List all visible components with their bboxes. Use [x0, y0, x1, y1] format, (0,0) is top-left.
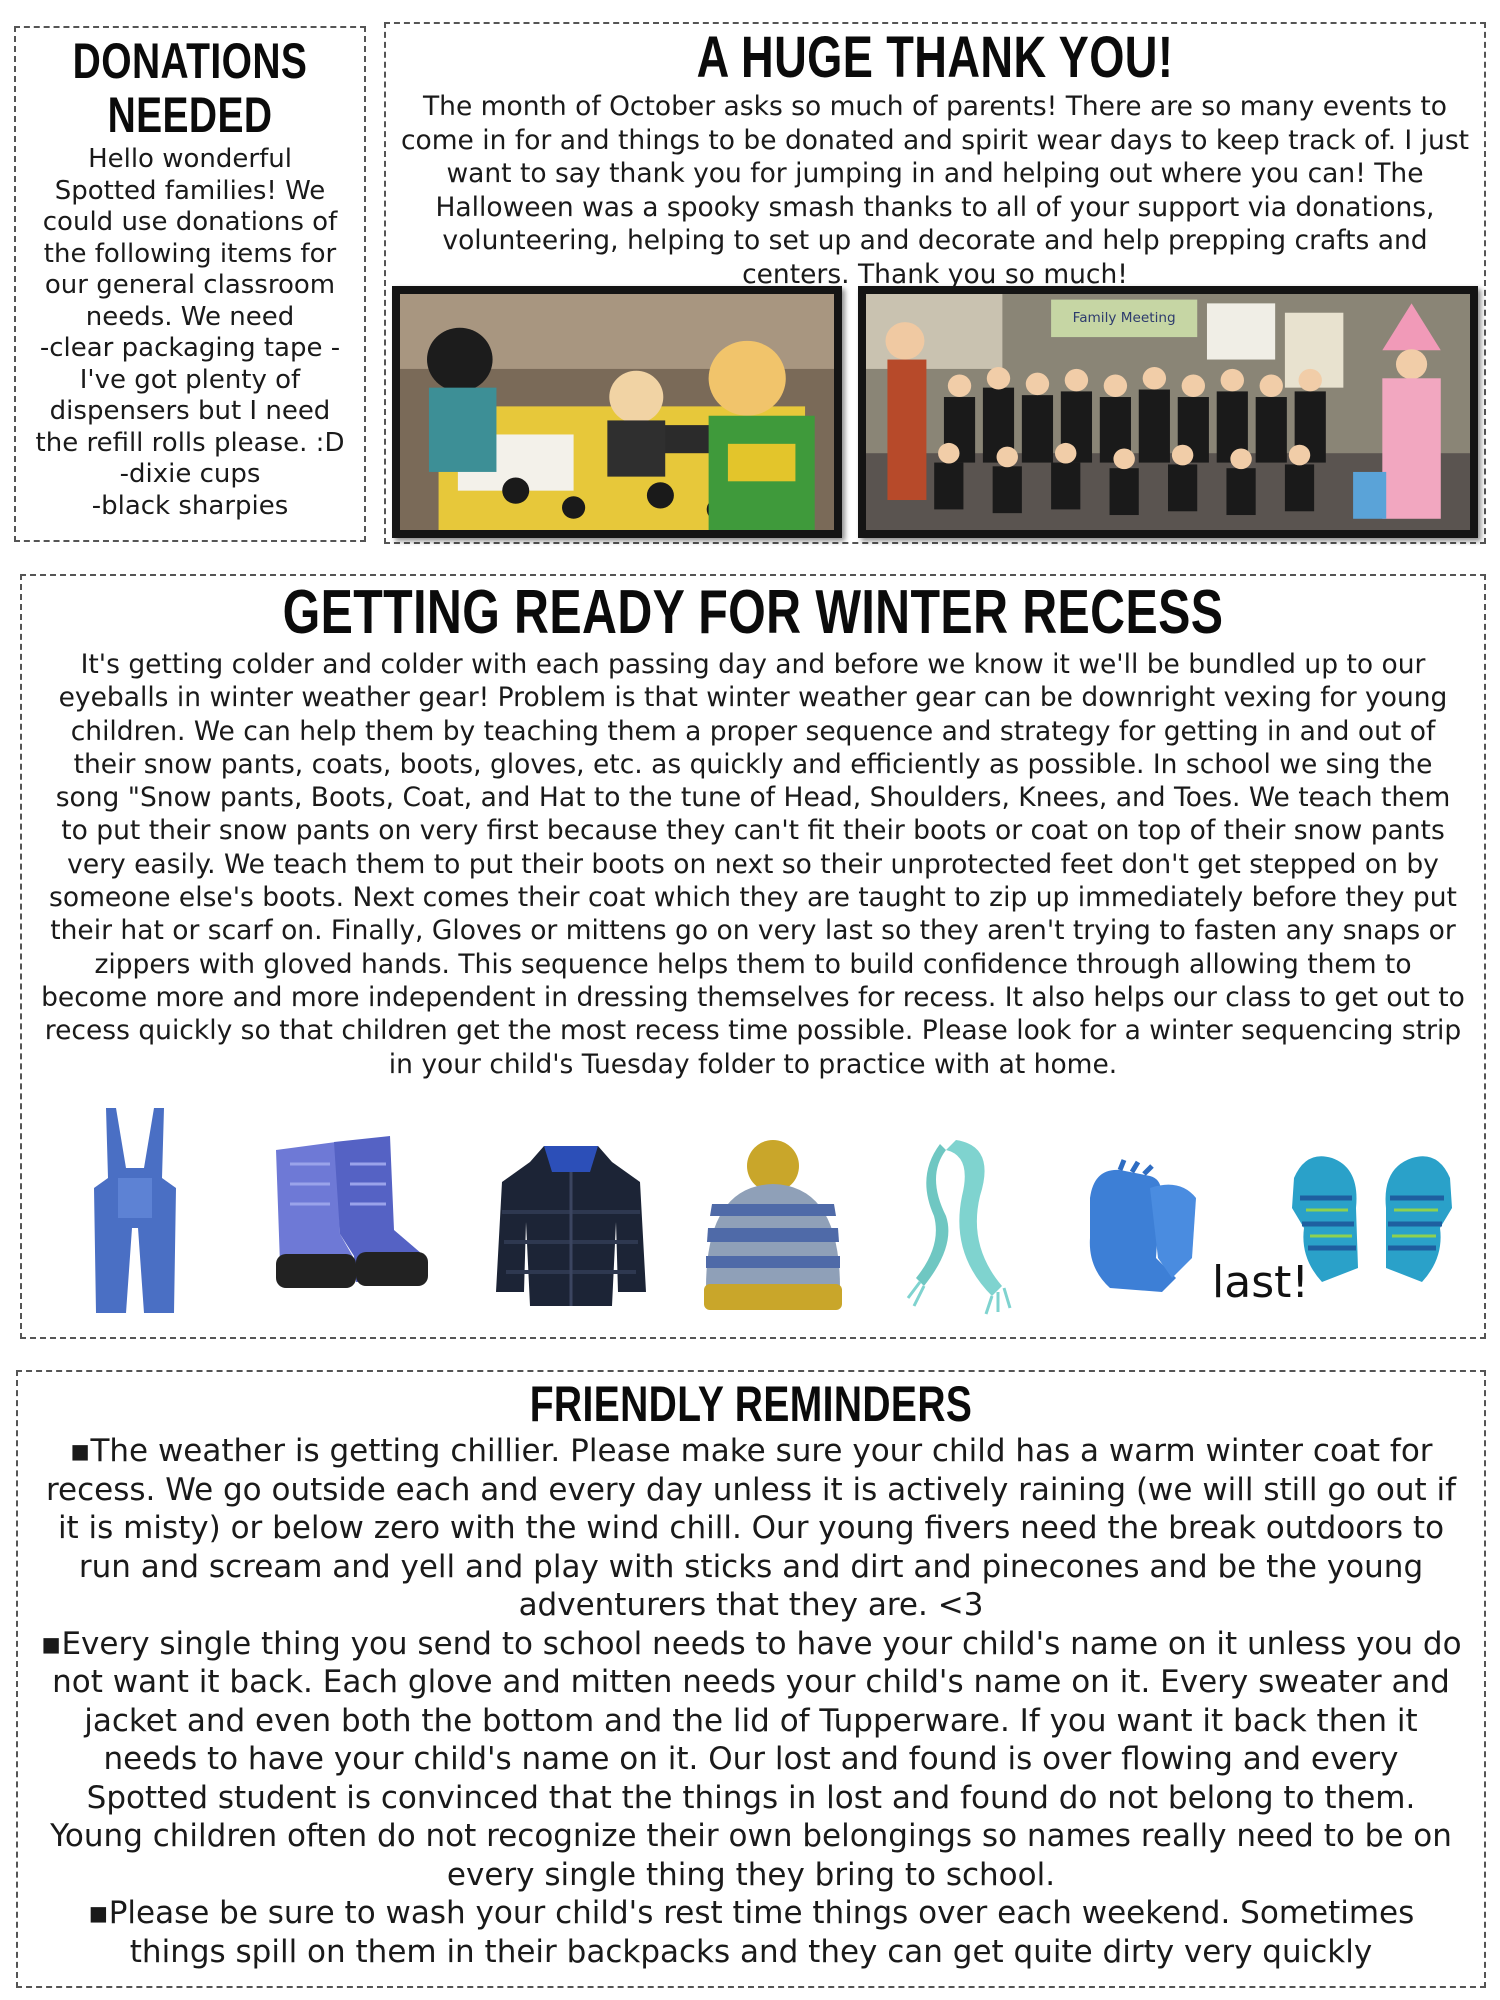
donations-line: I've got plenty of	[79, 364, 301, 395]
donations-section	[14, 26, 366, 542]
donations-line: our general classroom	[44, 270, 336, 300]
last-label: last!	[1212, 1257, 1310, 1308]
friendly-reminders-title: FRIENDLY REMINDERS	[529, 1376, 973, 1432]
donations-title-line1: DONATIONS	[72, 33, 308, 89]
donations-line: -dixie cups	[119, 459, 261, 489]
thank-you-title: A HUGE THANK YOU!	[696, 25, 1174, 90]
gloves-icon	[1080, 1158, 1204, 1298]
scarf-icon	[906, 1136, 1036, 1316]
snow-pants-icon	[88, 1108, 182, 1318]
friendly-reminders-section	[16, 1370, 1486, 1988]
snow-boots-icon	[270, 1134, 436, 1296]
family-meeting-sign: Family Meeting	[1072, 311, 1176, 327]
donations-title-line2: NEEDED	[107, 87, 273, 143]
donations-line: Hello wonderful	[88, 144, 292, 174]
winter-recess-body: It's getting colder and colder with each passing day and before we know it we'll be bundled up to our eyeballs in winter weather gear! Problem is that winter weather gear can be downright vexing for young children. We can help them by teaching them a proper sequence and strategy for getting in and out of their snow pants, coats, boots, gloves, etc. as quickly and efficiently as possible. In school we sing the song "Snow pants, Boots, Coat, and Hat to the tune of Head, Shoulders, Knees, and Toes. We teach them to put their snow pants on very first because they can't fit their boots or coat on top of their snow pants very easily. We teach them to put their boots on next so their unprotected feet don't get stepped on by someone else's boots. Next comes their coat which they are taught to zip up immediately before they put their hat or scarf on. Finally, Gloves or mittens go on very last so they aren't trying to fasten any snaps or zippers with gloved hands. This sequence helps them to build confidence through allowing them to become more and more independent in dressing themselves for recess. It also helps our class to get out to recess quickly so that children get the most recess time possible. Please look for a winter sequencing strip in your child's Tuesday folder to practice with at home.	[41, 649, 1465, 1080]
classroom-crafts-photo	[392, 286, 842, 538]
donations-line: needs. We need	[85, 301, 295, 332]
winter-coat-icon	[494, 1142, 648, 1308]
thank-you-body: The month of October asks so much of parents! There are so many events to come in for and things to be donated and spirit wear days to keep track of. I just want to say thank you for jumping in and helping out where you can! The Halloween was a spooky smash thanks to all of your support via donations, volunteering, helping to set up and decorate and help prepping crafts and centers. Thank you so much!	[400, 91, 1470, 290]
donations-line: -black sharpies	[91, 490, 289, 521]
donations-line: could use donations of	[42, 207, 338, 237]
mittens-icon	[1286, 1148, 1458, 1288]
winter-recess-title: GETTING READY FOR WINTER RECESS	[282, 578, 1224, 647]
winter-hat-icon	[700, 1138, 846, 1314]
friendly-reminders-body	[18, 1432, 1484, 1971]
donations-line: -clear packaging tape -	[39, 333, 341, 363]
donations-line: dispensers but I need	[49, 396, 331, 426]
reminder-item: ▪Every single thing you send to school needs to have your child's name on it unless you do not want it back. Each glove and mitten needs your child's name on it. Every sweater and jacket and even both the bottom and the lid of Tupperware. If you want it back then it needs to have your child's name on it. Our lost and found is over flowing and every Spotted student is convinced that the things in lost and found do not belong to them. Young children often do not recognize their own belongings so names really need to be on every single thing they bring to school.	[40, 1625, 1462, 1893]
donations-line: the following items for	[43, 238, 337, 269]
donations-body	[16, 142, 364, 522]
donations-line: Spotted families! We	[54, 175, 326, 206]
reminder-item: ▪The weather is getting chillier. Please make sure your child has a warm winter coat for recess. We go outside each and every day unless it is actively raining (we will still go out if it is misty) or below zero with the wind chill. Our young fivers need the break outdoors to run and scream and yell and play with sticks and dirt and pinecones and be the young adventurers that they are. <3	[45, 1433, 1457, 1623]
halloween-class-photo	[858, 286, 1478, 538]
reminder-item: ▪Please be sure to wash your child's rest time things over each weekend. Sometimes things spill on them in their backpacks and they can get quite dirty very quickly	[87, 1895, 1415, 1970]
donations-line: the refill rolls please. :D	[35, 427, 345, 458]
donations-title	[54, 34, 325, 142]
